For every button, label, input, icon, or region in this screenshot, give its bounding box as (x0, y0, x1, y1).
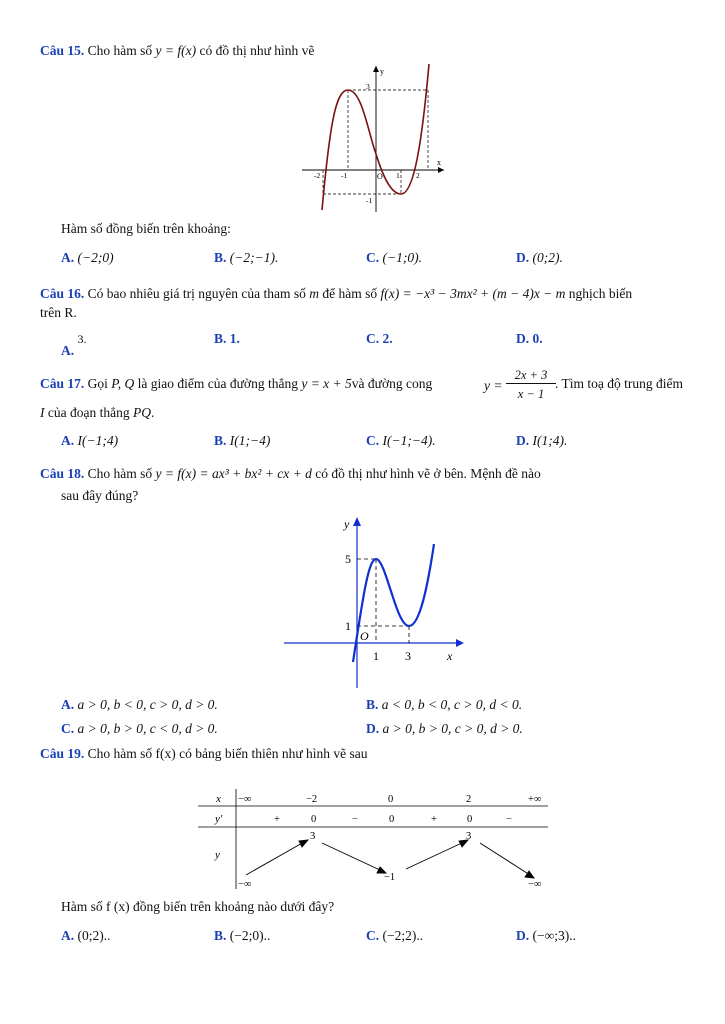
q19-dy-1: 0 (311, 814, 317, 825)
q18-tick-x3: 3 (405, 649, 411, 663)
q15-tick-2: 2 (416, 171, 420, 180)
q19-y-max2: 3 (466, 831, 472, 842)
q15-tick-3: 3 (366, 82, 370, 91)
q16-option-b[interactable]: B. 1. (214, 331, 240, 346)
q15-text-a: Cho hàm số (87, 43, 153, 58)
q19-option-c[interactable]: C. (−2;2).. (366, 928, 424, 943)
q19-variation-table (196, 787, 552, 891)
q18-tick-x1: 1 (373, 649, 379, 663)
q15-option-c[interactable]: C. (−1;0). (366, 250, 422, 265)
q15-statement (40, 43, 314, 59)
q19-dy-5: 0 (467, 814, 473, 825)
q15-origin: O (377, 172, 383, 181)
q18-curve (353, 544, 434, 662)
q19-x-1: −2 (306, 794, 318, 805)
q19-dy-2: − (352, 814, 358, 825)
q18-option-b[interactable]: B. a < 0, b < 0, c > 0, d < 0. (366, 697, 523, 712)
q18-option-c[interactable]: C. a > 0, b > 0, c < 0, d > 0. (61, 721, 218, 736)
q19-option-b[interactable]: B. (−2;0).. (214, 928, 271, 943)
q19-row-x: x (216, 793, 221, 805)
q18-option-d[interactable]: D. a > 0, b > 0, c > 0, d > 0. (366, 721, 523, 736)
q19-x-2: 0 (388, 794, 394, 805)
q15-x-label: x (437, 158, 441, 167)
q19-y-max1: 3 (310, 831, 316, 842)
q19-row-y: y (215, 849, 220, 861)
q17-statement: Câu 17. Gọi P, Q là giao điểm của đường thẳng y = x + 5và đường cong (40, 376, 433, 391)
q15-option-a[interactable]: A. (−2;0) (61, 250, 114, 265)
q15-option-b[interactable]: B. (−2;−1). (214, 250, 279, 265)
q18-tick-y1: 1 (345, 619, 351, 633)
q15-tick-m1: -1 (341, 171, 348, 180)
q15-tick-ym1: -1 (366, 196, 373, 205)
q19-x-4: +∞ (528, 794, 542, 805)
q15-tick-m2: -2 (314, 171, 321, 180)
q19-option-a[interactable]: A. (0;2).. (61, 928, 111, 943)
q18-tick-y5: 5 (345, 552, 351, 566)
q16-statement-2: trên R. (40, 305, 77, 320)
q17-statement-2: I của đoạn thẳng PQ. (40, 405, 155, 420)
q17-label: Câu 17. (40, 376, 85, 391)
q15-formula: y = f(x) (155, 43, 197, 58)
q18-origin: O (360, 629, 369, 643)
q19-dy-4: + (431, 814, 437, 825)
q19-y-min: −1 (384, 872, 396, 883)
q15-tick-1: 1 (396, 171, 400, 180)
q18-x-arrow (456, 639, 464, 647)
q18-y-label: y (344, 517, 350, 531)
q19-dy-0: + (274, 814, 280, 825)
q15-prompt: Hàm số đồng biến trên khoảng: (61, 221, 231, 236)
q15-label: Câu 15. (40, 43, 85, 58)
q17-statement-tail: . Tìm toạ độ trung điểm (555, 376, 683, 391)
q16-formula: f(x) = −x³ − 3mx² + (m − 4)x − m (380, 286, 566, 301)
q16-statement: Câu 16. Có bao nhiêu giá trị nguyên của tham số m để hàm số f(x) = −x³ − 3mx² + (m − 4)x − m nghịch biến (40, 286, 633, 301)
q15-curve (322, 64, 429, 210)
q19-x-3: 2 (466, 794, 472, 805)
q17-option-a[interactable]: A. I(−1;4) (61, 433, 119, 448)
q19-label: Câu 19. (40, 746, 85, 761)
q15-x-arrow (438, 167, 444, 173)
q16-option-a[interactable]: A. 3. (61, 332, 87, 358)
q16-option-c[interactable]: C. 2. (366, 331, 393, 346)
q18-option-a[interactable]: A. a > 0, b < 0, c > 0, d > 0. (61, 697, 218, 712)
q15-y-arrow (373, 66, 379, 72)
q18-y-arrow (353, 517, 361, 526)
q17-option-b[interactable]: B. I(1;−4) (214, 433, 271, 448)
q15-y-label: y (380, 67, 384, 76)
q17-option-d[interactable]: D. I(1;4). (516, 433, 568, 448)
q19-dy-3: 0 (389, 814, 395, 825)
q18-label: Câu 18. (40, 466, 85, 481)
q15-text-b: có đồ thị như hình vẽ (199, 43, 315, 58)
q19-row-dy: y′ (215, 813, 223, 825)
q18-graph (282, 514, 468, 690)
q18-statement-2: sau đây đúng? (61, 488, 139, 503)
q16-label: Câu 16. (40, 286, 85, 301)
q18-formula: y = f(x) = ax³ + bx² + cx + d (155, 466, 312, 481)
q19-dy-6: − (506, 814, 512, 825)
q15-graph (296, 62, 446, 214)
q19-prompt: Hàm số f (x) đồng biến trên khoảng nào dưới đây? (61, 899, 335, 914)
q19-y-left: −∞ (238, 879, 252, 890)
q18-statement: Câu 18. Cho hàm số y = f(x) = ax³ + bx² + cx + d có đồ thị như hình vẽ ở bên. Mệnh đề nào (40, 466, 541, 481)
q19-statement: Câu 19. Cho hàm số f(x) có bảng biến thiên như hình vẽ sau (40, 746, 368, 761)
q19-option-d[interactable]: D. (−∞;3).. (516, 928, 576, 943)
q19-x-0: −∞ (238, 794, 252, 805)
q18-x-label: x (447, 649, 453, 663)
q15-option-d[interactable]: D. (0;2). (516, 250, 563, 265)
q16-option-d[interactable]: D. 0. (516, 331, 543, 346)
q17-option-c[interactable]: C. I(−1;−4). (366, 433, 436, 448)
q19-y-right: −∞ (528, 879, 542, 890)
